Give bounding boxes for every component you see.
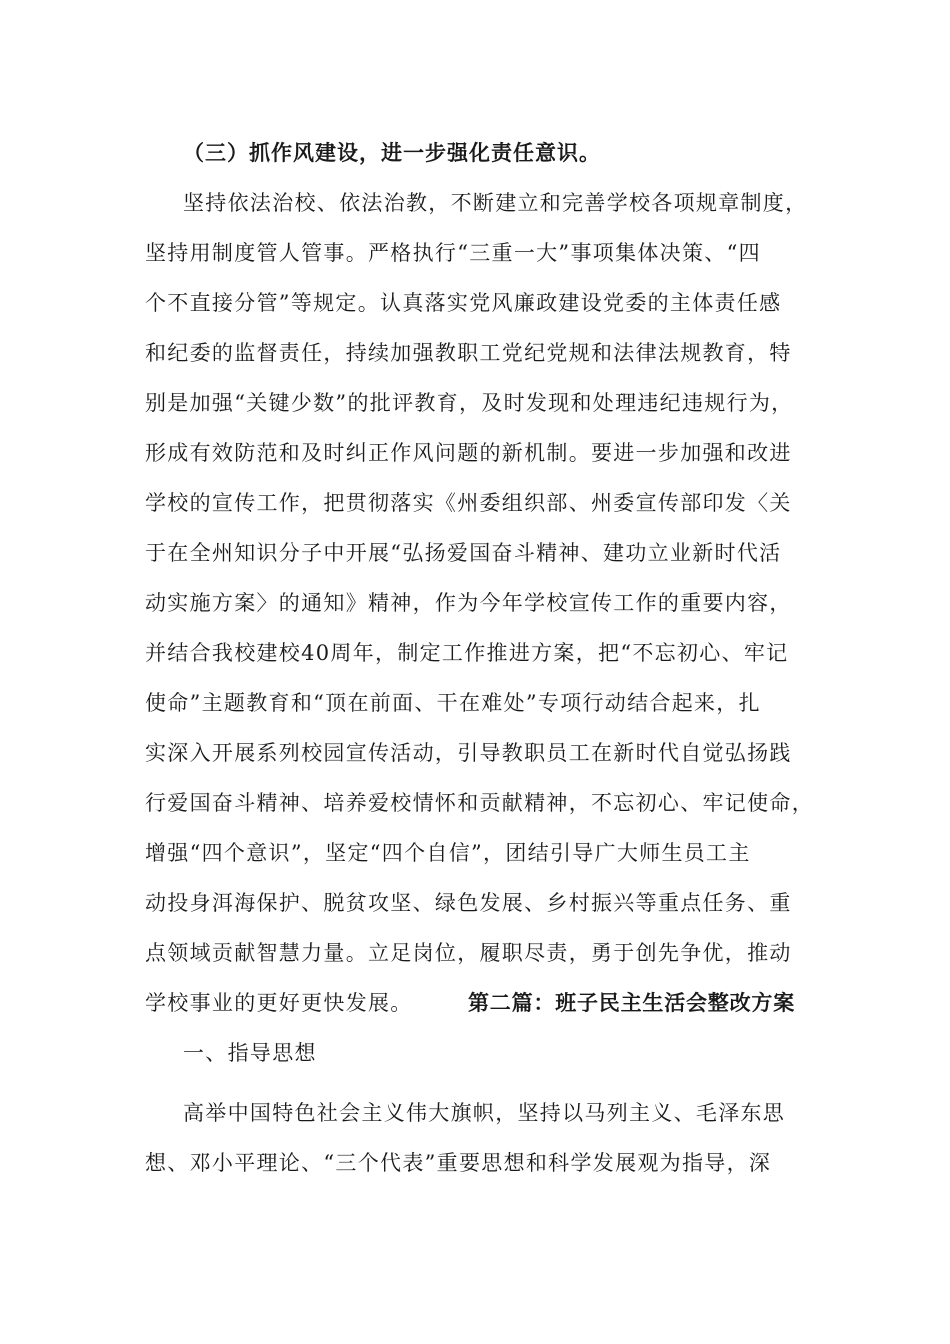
paragraph-line: 形成有效防范和及时纠正作风问题的新机制。要进一步加强和改进 [145,441,792,465]
paragraph-line: 于在全州知识分子中开展“弘扬爱国奋斗精神、建功立业新时代活 [145,541,782,565]
paragraph-line: 坚持依法治校、依法治教，不断建立和完善学校各项规章制度， [183,191,808,215]
paragraph-line: 想、邓小平理论、“三个代表”重要思想和科学发展观为指导，深 [145,1151,772,1175]
part-two-title: 第二篇：班子民主生活会整改方案 [468,990,795,1015]
paragraph-line: 和纪委的监督责任，持续加强教职工党纪党规和法律法规教育，特 [145,341,792,365]
paragraph-line: 增强“四个意识”，坚定“四个自信”，团结引导广大师生员工主 [145,841,751,865]
paragraph-line: 并结合我校建校40周年，制定工作推进方案，把“不忘初心、牢记 [145,641,789,665]
paragraph-line: 动投身洱海保护、脱贫攻坚、绿色发展、乡村振兴等重点任务、重 [145,891,792,915]
paragraph-line: 动实施方案〉的通知》精神，作为今年学校宣传工作的重要内容， [145,591,792,615]
paragraph-line: 行爱国奋斗精神、培养爱校情怀和贡献精神，不忘初心、牢记使命， [145,791,814,815]
paragraph-line: 个不直接分管”等规定。认真落实党风廉政建设党委的主体责任感 [145,291,782,315]
paragraph-line: 坚持用制度管人管事。严格执行“三重一大”事项集体决策、“四 [145,241,761,265]
paragraph-line: 别是加强“关键少数”的批评教育，及时发现和处理违纪违规行为， [145,391,794,415]
paragraph-line: 点领域贡献智慧力量。立足岗位，履职尽责，勇于创先争优，推动 [145,941,792,965]
paragraph-line: 学校事业的更好更快发展。 [145,991,413,1015]
paragraph-line: 高举中国特色社会主义伟大旗帜，坚持以马列主义、毛泽东思 [183,1101,786,1125]
subheading-guiding-thought: 一、指导思想 [183,1041,317,1065]
section-heading: （三）抓作风建设，进一步强化责任意识。 [183,140,601,165]
paragraph-line: 学校的宣传工作，把贯彻落实《州委组织部、州委宣传部印发〈关 [145,491,792,515]
paragraph-line: 实深入开展系列校园宣传活动，引导教职员工在新时代自觉弘扬践 [145,741,792,765]
paragraph-line: 使命”主题教育和“顶在前面、干在难处”专项行动结合起来，扎 [145,691,761,715]
